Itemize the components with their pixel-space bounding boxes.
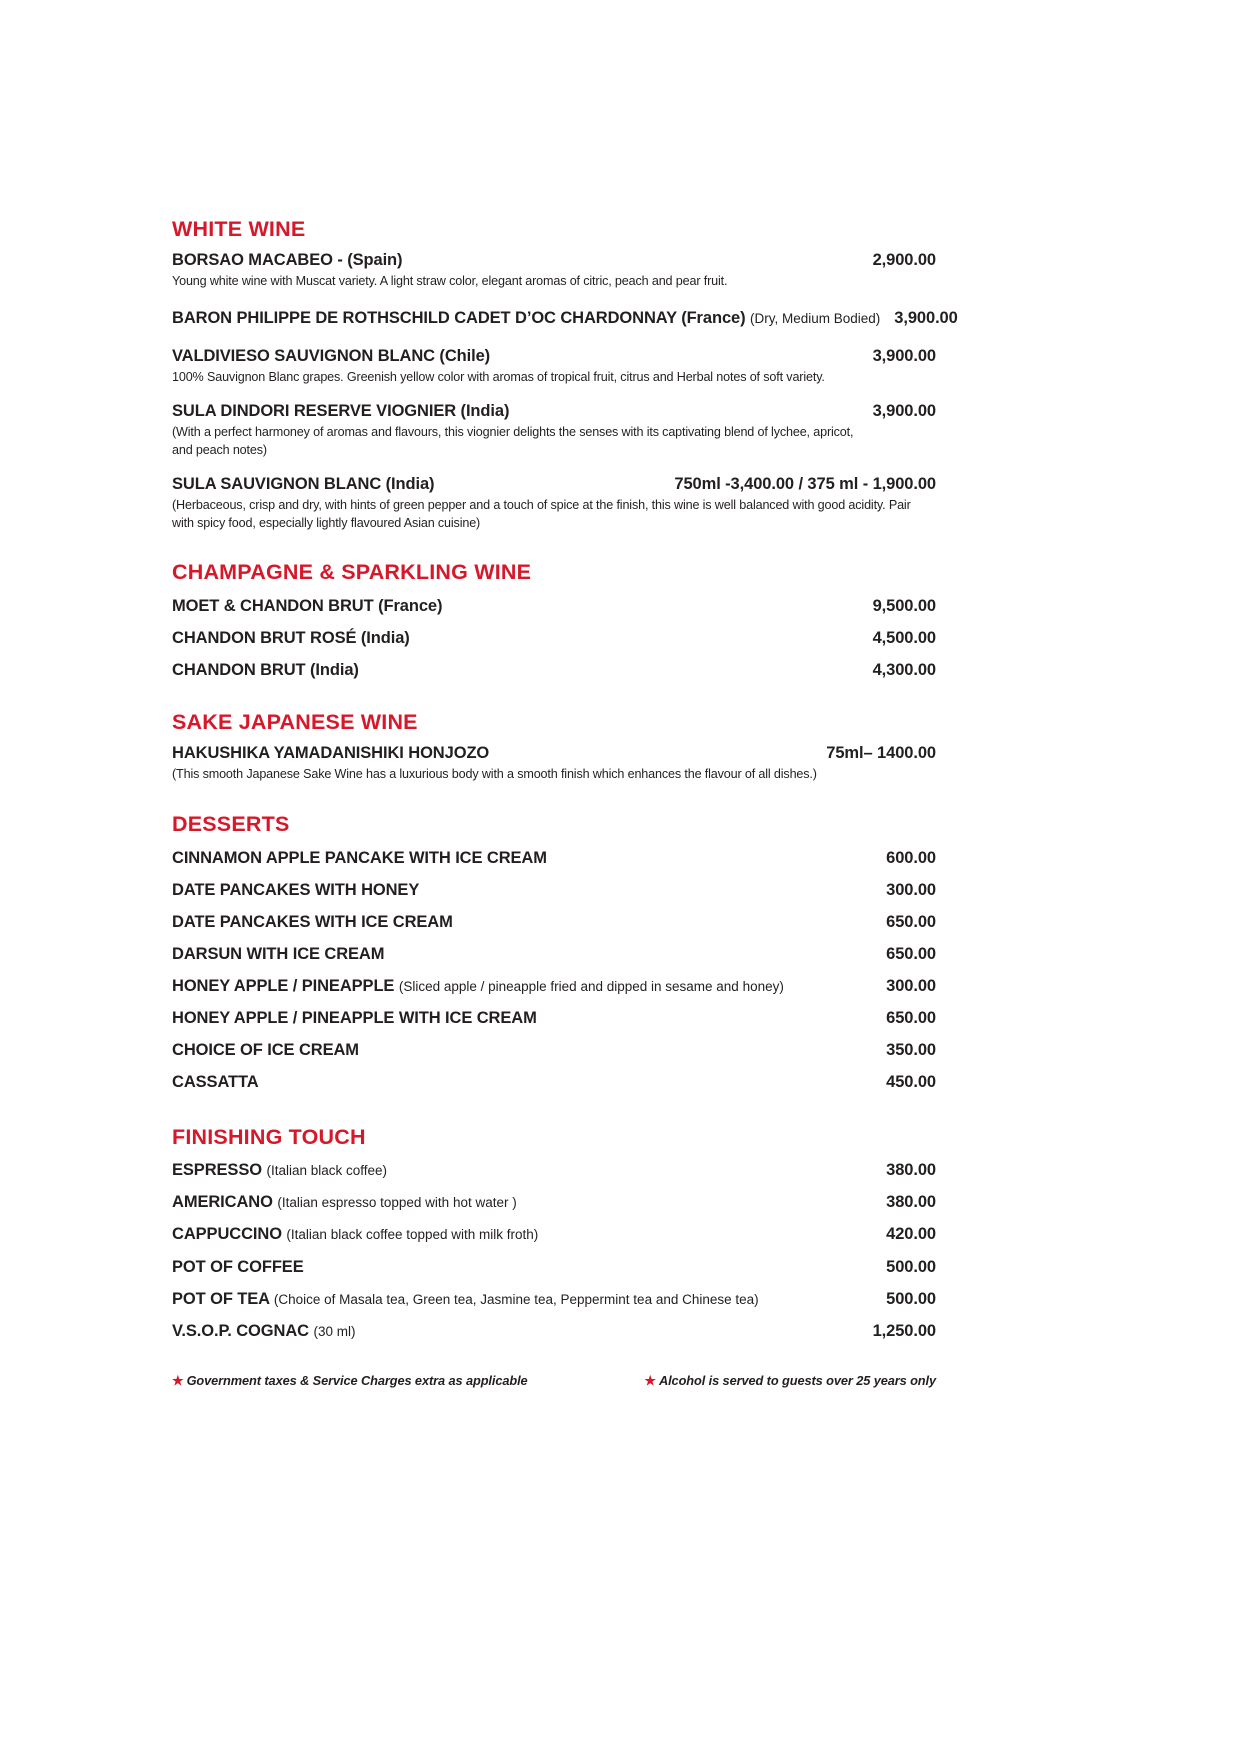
menu-item-row (172, 1192, 936, 1213)
menu-item-name: DATE PANCAKES WITH HONEY (172, 880, 420, 899)
menu-item-name: DATE PANCAKES WITH ICE CREAM (172, 912, 453, 931)
menu-item-price: 3,900.00 (894, 308, 958, 327)
menu-item-note: (Dry, Medium Bodied) (749, 310, 881, 326)
menu-item-price: 500.00 (886, 1289, 936, 1308)
menu-item[interactable] (172, 250, 936, 291)
menu-item[interactable] (172, 596, 936, 617)
menu-item-price: 2,900.00 (872, 250, 936, 269)
menu-item-price: 650.00 (886, 945, 936, 963)
menu-item-note: (Italian espresso topped with hot water ) (277, 1195, 517, 1211)
section-heading-champagne-sparkling-wine: CHAMPAGNE & SPARKLING WINE (172, 560, 532, 585)
menu-item-row (172, 596, 936, 617)
section-sake-japanese-wine (172, 711, 936, 784)
menu-item-price: 500.00 (886, 1257, 936, 1276)
menu-content (172, 217, 958, 1389)
menu-item-row (172, 1257, 936, 1278)
menu-item-name: CASSATTA (172, 1073, 259, 1092)
menu-item-description: (This smooth Japanese Sake Wine has a luxurious body with a smooth finish which enhances the flavour of all dishes.) (172, 767, 817, 782)
menu-item-name: HONEY APPLE / PINEAPPLE WITH ICE CREAM (172, 1009, 537, 1028)
menu-item[interactable] (172, 660, 936, 681)
star-icon: ★ (644, 1372, 656, 1388)
menu-item-note: (Sliced apple / pineapple fried and dipped in sesame and honey) (398, 979, 784, 995)
menu-item-name: VALDIVIESO SAUVIGNON BLANC (Chile) (172, 346, 491, 365)
menu-item-price: 75ml– 1400.00 (826, 744, 936, 763)
section-heading-desserts: DESSERTS (172, 812, 290, 837)
tax-note-text: Government taxes & Service Charges extra as applicable (186, 1372, 528, 1388)
menu-item-name: BARON PHILIPPE DE ROTHSCHILD CADET D’OC CHARDONNAY (France) (Dry, Medium Bodied) (172, 308, 881, 327)
menu-item-row (172, 976, 936, 997)
menu-item-price: 300.00 (886, 880, 936, 899)
menu-item-row (172, 1008, 936, 1029)
menu-item-name: MOET & CHANDON BRUT (France) (172, 597, 443, 616)
menu-item-name: SULA DINDORI RESERVE VIOGNIER (India) (172, 401, 510, 420)
menu-item-price: 380.00 (886, 1161, 936, 1180)
menu-item-description: (Herbaceous, crisp and dry, with hints of green pepper and a touch of spice at the finish, this wine is well balanced with good acidity. Pair with spicy food, especially lightly flavoured Asian cuisine) (172, 497, 911, 530)
menu-item-price: 3,900.00 (872, 401, 936, 420)
menu-item[interactable] (172, 1257, 936, 1278)
menu-item-price: 600.00 (886, 848, 936, 867)
menu-item-price: 4,500.00 (872, 629, 936, 648)
menu-item-row (172, 1224, 936, 1245)
menu-item-description: (With a perfect harmoney of aromas and flavours, this viognier delights the senses with its captivating blend of lychee, apricot, and peach notes) (172, 424, 854, 457)
menu-item[interactable] (172, 880, 936, 901)
alcohol-age-note-text: Alcohol is served to guests over 25 years only (658, 1372, 936, 1388)
menu-item[interactable] (172, 628, 936, 649)
section-champagne-sparkling-wine (172, 561, 936, 681)
menu-item-row (172, 346, 936, 367)
menu-item-row (172, 1040, 936, 1061)
section-heading-sake-japanese-wine: SAKE JAPANESE WINE (172, 710, 418, 735)
menu-item[interactable] (172, 848, 936, 869)
menu-item-price: 650.00 (886, 912, 936, 931)
menu-item-row (172, 1289, 936, 1310)
menu-item-description: Young white wine with Muscat variety. A light straw color, elegant aromas of citric, peach and pear fruit. (172, 273, 728, 288)
menu-item[interactable] (172, 1072, 936, 1093)
menu-item-price: 420.00 (886, 1225, 936, 1244)
menu-item[interactable] (172, 1008, 936, 1029)
menu-item[interactable] (172, 1321, 936, 1342)
menu-item-row (172, 1072, 936, 1093)
menu-item-row (172, 660, 936, 681)
menu-item-name: CHOICE OF ICE CREAM (172, 1041, 359, 1060)
menu-item[interactable] (172, 1160, 936, 1181)
menu-item-row (172, 944, 936, 965)
menu-item-row (172, 628, 936, 649)
menu-item-row (172, 743, 936, 764)
footer-notes (172, 1373, 934, 1389)
menu-item-description: 100% Sauvignon Blanc grapes. Greenish yellow color with aromas of tropical fruit, citrus and Herbal notes of soft variety. (172, 369, 825, 384)
star-icon: ★ (172, 1372, 184, 1388)
menu-item-row (172, 880, 936, 901)
menu-item-price: 450.00 (886, 1073, 936, 1092)
menu-item-name: V.S.O.P. COGNAC (30 ml) (172, 1321, 356, 1340)
section-desserts (172, 813, 936, 1094)
menu-item-price: 4,300.00 (872, 661, 936, 680)
menu-item-name: CAPPUCCINO (Italian black coffee topped with milk froth) (172, 1225, 539, 1244)
menu-item-name: CHANDON BRUT (India) (172, 661, 359, 680)
menu-item-price: 650.00 (886, 1009, 936, 1028)
menu-item-name: ESPRESSO (Italian black coffee) (172, 1161, 388, 1180)
menu-item[interactable] (172, 912, 936, 933)
menu-item[interactable] (172, 944, 936, 965)
menu-item-note: (Choice of Masala tea, Green tea, Jasmine tea, Peppermint tea and Chinese tea) (273, 1291, 759, 1307)
menu-item[interactable] (172, 976, 936, 997)
section-white-wine (172, 217, 958, 532)
menu-item-price: 300.00 (886, 977, 936, 996)
menu-item-price: 380.00 (886, 1193, 936, 1212)
menu-item-name: POT OF TEA (Choice of Masala tea, Green tea, Jasmine tea, Peppermint tea and Chinese tea) (172, 1289, 759, 1308)
menu-item-name: DARSUN WITH ICE CREAM (172, 945, 385, 963)
menu-item-row (172, 848, 936, 869)
menu-item-note: (30 ml) (313, 1323, 356, 1339)
menu-item[interactable] (172, 401, 936, 460)
menu-item-name: POT OF COFFEE (172, 1257, 304, 1276)
menu-item-note: (Italian black coffee) (266, 1163, 388, 1179)
menu-item-row (172, 912, 936, 933)
menu-item-price: 750ml -3,400.00 / 375 ml - 1,900.00 (674, 474, 936, 493)
menu-item-price: 9,500.00 (872, 597, 936, 616)
menu-item-row (172, 1160, 936, 1181)
menu-item[interactable] (172, 743, 936, 784)
menu-item-name: BORSAO MACABEO - (Spain) (172, 250, 403, 269)
menu-item[interactable] (172, 308, 958, 329)
menu-item-price: 1,250.00 (872, 1321, 936, 1340)
menu-item-price: 350.00 (886, 1041, 936, 1060)
menu-item-row (172, 474, 936, 495)
menu-item[interactable] (172, 346, 936, 387)
section-heading-white-wine: WHITE WINE (172, 217, 306, 241)
menu-item-note: (Italian black coffee topped with milk froth) (286, 1227, 539, 1243)
menu-item-row (172, 401, 936, 422)
menu-item-row (172, 1321, 936, 1342)
tax-note (172, 1373, 528, 1389)
menu-item[interactable] (172, 474, 936, 533)
menu-item[interactable] (172, 1289, 936, 1310)
menu-item-name: HONEY APPLE / PINEAPPLE (Sliced apple / pineapple fried and dipped in sesame and honey) (172, 977, 784, 996)
menu-item-row (172, 250, 936, 271)
menu-item-price: 3,900.00 (872, 346, 936, 365)
menu-item-name: CHANDON BRUT ROSÉ (India) (172, 629, 410, 648)
menu-item[interactable] (172, 1192, 936, 1213)
alcohol-age-note (644, 1373, 936, 1389)
menu-item-row (172, 308, 958, 329)
menu-item-name: AMERICANO (Italian espresso topped with hot water ) (172, 1193, 517, 1212)
menu-item-name: HAKUSHIKA YAMADANISHIKI HONJOZO (172, 744, 490, 763)
menu-item[interactable] (172, 1224, 936, 1245)
section-heading-finishing-touch: FINISHING TOUCH (172, 1124, 366, 1149)
menu-item[interactable] (172, 1040, 936, 1061)
menu-item-name: SULA SAUVIGNON BLANC (India) (172, 474, 435, 493)
section-finishing-touch (172, 1126, 936, 1342)
menu-item-name: CINNAMON APPLE PANCAKE WITH ICE CREAM (172, 848, 547, 867)
